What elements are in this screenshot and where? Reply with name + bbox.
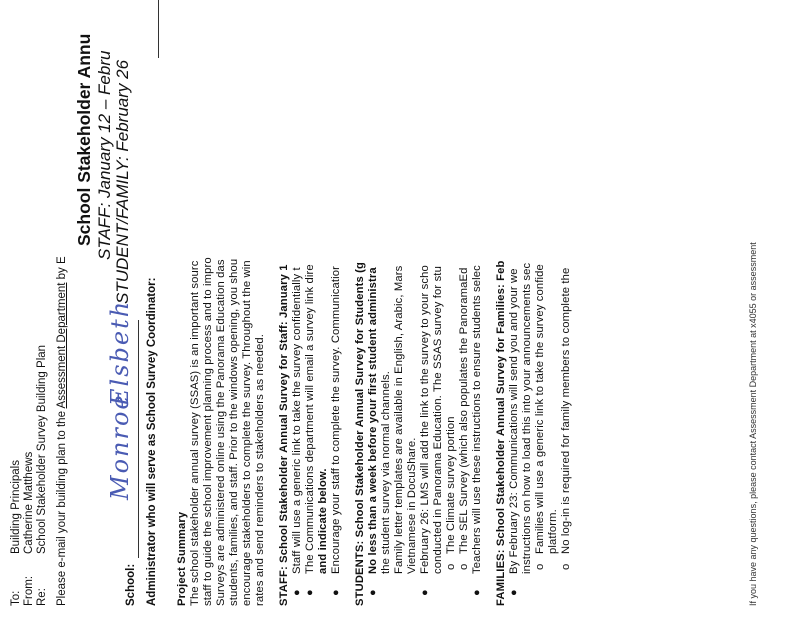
bullet-icon: ●: [367, 589, 379, 596]
families-heading: FAMILIES: School Stakeholder Annual Survey for Families: Feb: [495, 260, 507, 606]
instruction-line: Please e-mail your building plan to the Assessment Department by E: [56, 256, 68, 606]
bullet-icon: ●: [304, 589, 316, 596]
students-bullet-1-cont: the student survey via normal channels.: [380, 371, 392, 574]
bullet-icon: ●: [419, 589, 431, 596]
staff-bullet-1: Staff will use a generic link to take the survey confidentially t: [291, 267, 303, 574]
school-label: School:: [125, 563, 137, 606]
circle-bullet-icon: o: [458, 563, 470, 570]
to-value: Building Principals: [10, 460, 22, 554]
students-sub-2: The SEL Survey (which also populates the PanoramaEd: [458, 267, 470, 554]
staff-dates: STAFF: January 12 – Febru: [95, 50, 114, 260]
bullet-icon: ●: [330, 589, 342, 596]
staff-bullet-3: Encourage your staff to complete the survey. Communicatior: [330, 265, 342, 574]
school-underline: [138, 320, 139, 558]
staff-bullet-2-cont: and indicate below.: [317, 468, 329, 574]
summary-line: encourage stakeholders to complete the survey. Throughout the win: [241, 260, 253, 606]
students-bullet-1-cont: Family letter templates are available in English, Arabic, Mars: [393, 265, 405, 574]
coordinator-handwriting: Elsbeth: [106, 299, 134, 406]
circle-bullet-icon: o: [445, 563, 457, 570]
footer-contact: If you have any questions, please contact Assessment Department at x4055 or assessment: [748, 242, 758, 606]
summary-line: staff to guide the school improvement planning process and to impro: [202, 257, 214, 606]
students-sub-1: The Climate survey portion: [445, 416, 457, 554]
circle-bullet-icon: o: [560, 563, 572, 570]
assessment-department-link[interactable]: Assessment Department: [56, 282, 68, 409]
summary-line: Surveys are administered online using the Panorama Education das: [215, 259, 227, 606]
students-bullet-3: Teachers will use these instructions to ensure students selec: [471, 265, 483, 574]
to-label: To:: [10, 590, 22, 606]
bullet-icon: ●: [291, 589, 303, 596]
students-bullet-2: February 26: LMS will add the link to the survey to your scho: [419, 265, 431, 574]
families-bullet-1-cont: instructions on how to load this into your announcements sec: [521, 262, 533, 574]
coordinator-prompt: Administrator who will serve as School Survey Coordinator:: [146, 277, 158, 606]
bullet-icon: ●: [508, 589, 520, 596]
bullet-icon: ●: [471, 589, 483, 596]
school-name-handwriting: Monroe: [106, 393, 134, 500]
family-dates: STUDENT/FAMILY: February 26: [113, 59, 132, 304]
re-value: School Stakeholder Survey Building Plan: [36, 344, 48, 554]
coordinator-underline: [158, 0, 159, 58]
families-sub-1: Families will use a generic link to take the survey confide: [534, 264, 546, 554]
re-label: Re:: [36, 588, 48, 606]
students-heading: STUDENTS: School Stakeholder Annual Survey for Students (g: [354, 262, 366, 606]
summary-line: The school stakeholder annual survey (SSAS) is an important sourc: [189, 260, 201, 606]
summary-line: students, families, and staff. Prior to the windows opening, you shou: [228, 258, 240, 606]
staff-heading: STAFF: School Stakeholder Annual Survey for Staff: January 1: [278, 264, 290, 606]
page-title: School Stakeholder Annu: [74, 33, 94, 246]
summary-line: rates and send reminders to stakeholders as needed.: [254, 334, 266, 606]
families-sub-1-cont: platform.: [547, 509, 559, 554]
students-bullet-2-cont: conducted in Panorama Education. The SSAS survey for stu: [432, 266, 444, 574]
students-bullet-1-cont: Vietnamese in DocuShare.: [406, 437, 418, 574]
staff-bullet-2: The Communications department will email a survey link dire: [304, 264, 316, 574]
summary-heading: Project Summary: [176, 511, 188, 606]
from-label: From:: [23, 575, 35, 606]
families-bullet-1: By February 23: Communications will send you and your we: [508, 268, 520, 574]
from-value: Catherine Matthews: [23, 451, 35, 554]
families-sub-2: No log-in is required for family members to complete the: [560, 267, 572, 554]
students-bullet-1: No less than a week before your first student administra: [367, 267, 379, 574]
circle-bullet-icon: o: [534, 563, 546, 570]
